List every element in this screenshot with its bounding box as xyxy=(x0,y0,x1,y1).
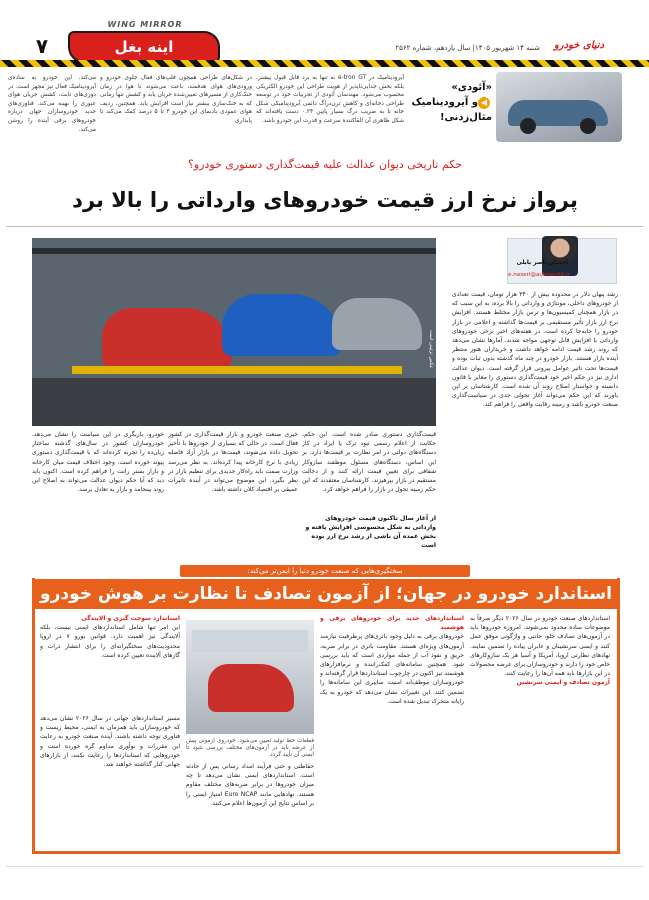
section-brand: WING MIRROR xyxy=(107,20,183,29)
article-kicker: حکم تاریخی دیوان عدالت علیه قیمت‌گذاری دستوری خودرو؟ xyxy=(187,158,463,171)
article2-col4-subhead: استاندارد سوخت گیری و الایندگی xyxy=(81,615,180,622)
car-production-photo xyxy=(186,620,314,734)
teaser-title[interactable] xyxy=(406,80,492,128)
author-avatar xyxy=(542,236,578,276)
article-headline[interactable]: پرواز نرخ ارز قیمت خودروهای وارداتی را بالا برد xyxy=(72,188,578,212)
article1-col3: خبری صنعت خودرو و بازار قیمت‌گذاری در کشور فعال است. در حالی که بسیاری از خودروها با تأخیر تحویل داده می‌شوند، قیمت‌ها در بازار آزاد فاصله زیادی با نرخ کارخانه پیدا کرده‌اند. به نظر می‌رسد وزارت صمت باید راه‌کار جدیدی برای تنظیم بازار در نظر بگیرد. این موضوع می‌تواند در آینده تاثیرات عمیقی بر اقتصاد کلان داشته باشد. xyxy=(168,431,298,494)
article2-col1-subhead: آزمون تصادف و ایمنی سرنشین xyxy=(516,679,610,687)
article2-col1 xyxy=(470,614,610,848)
article2-col4-text: این امر تنها شامل استانداردهای ایمنی نیست، بلکه آلایندگی نیز اهمیت دارد. قوانین یورو ۷ در اروپا محدودیت‌های سختگیرانه‌ای را برای انتشار ذرات و گازهای آلاینده تعیین کرده است. xyxy=(40,624,180,659)
teaser-title-line1: «آئودی» xyxy=(451,82,492,93)
article2-col4 xyxy=(40,614,180,710)
teaser-text-col3: می‌کند. این خودرو به ساده‌ی آیرودینامیک فعال نیز مجهز است. در دوری‌های ثابت، کشش جریان هوای عبوری را بهینه می‌کند. فناوری‌های جدید خودروسازان جهان درباره خودروهای برقی آینده را روشن می‌کند. xyxy=(8,75,96,133)
author-email[interactable]: e.naseri@autoworld.ir xyxy=(508,272,570,278)
article2-col3: حفاظتی و حتی فرآیند امداد رسانی پس از حادثه است. استانداردهای ایمنی نشان می‌دهد تا چه میزان خودروها در برابر ضربه‌های مختلف مقاوم هستند. نهادهایی مانند Euro NCAP امتیاز ایمنی را بر اساس نتایج این آزمون‌ها اعلام می‌کنند. xyxy=(186,763,314,807)
article2-headline[interactable]: استاندارد خودرو در جهان؛ از آزمون تصادف تا نظارت بر هوش خودرو xyxy=(40,584,612,604)
teaser-title-line3: مثال‌زدنی! xyxy=(439,112,492,123)
footer-divider xyxy=(6,866,643,867)
article1-col2: قیمت‌گذاری دستوری صادر شده است. این حکم، حکایت از اعلام رسمی نبود ترک یا ایراد در کار دستگاه‌های دولتی در امر نظارت بر قیمت‌ها دارد. بر این اساس، دستگاه‌های مسئول موظفند سازوکار شفافی برای تعیین قیمت ارائه کنند و از دخالت مستقیم در بازار بپرهیزند. کارشناسان معتقدند که این حکم زمینه تحول در بازار را فراهم خواهد کرد. xyxy=(302,431,436,494)
article2-col2-text: خودروهای برقی به دلیل وجود باتری‌های پرظرفیت نیازمند آزمون‌های ویژه‌ای هستند. مقاومت باتری در برابر ضربه، حریق و نفوذ آب از جمله مواردی است که باید بررسی شود. همچنین سامانه‌های کمک‌راننده و نرم‌افزارهای هوشمند نیز اکنون در چارچوب استانداردها قرار گرفته‌اند و خودروسازان موظف‌اند امنیت سایبری این سامانه‌ها را تضمین کنند. این تغییرات نشان می‌دهد که خودرو به یک رایانه متحرک تبدیل شده است. xyxy=(320,633,464,705)
teaser-text-col2: در شکل‌های طراحی همچون فلپ‌های فعال جلوی خودرو و ورودی‌های هوای هدفمند، باعث می‌شوند تا هوا در زمان خنک‌کاری از مسیرهای تعیین‌شده جریان یابد و کشش تنها زمانی که به خنک‌سازی بیشتر نیاز است افزایش یابد. همچنین، ردیف هوای عمودی بادنمای این خودرو ۳ تا ۵ درصد کمک می‌کند تا پایداری xyxy=(100,75,252,124)
newspaper-logo: دنیای خودرو xyxy=(553,40,605,51)
arrow-left-icon: ◀ xyxy=(478,97,490,109)
headline-divider xyxy=(6,226,643,227)
factory-photo xyxy=(32,238,436,426)
author-name: احسان ناصر بابلی xyxy=(516,260,568,266)
photo-caption: قطعات خط تولید تعیین می‌شود. خودروی آزمونی پیش از عرضه باید در آزمون‌های مختلف بررسی شود تا ایمنی آن تأیید گردد. xyxy=(186,738,314,758)
article2-col5: مسیر استانداردهای جهانی در سال ۲۰۲۶ نشان می‌دهد که خودروسازان باید همزمان به ایمنی، محیط زیست و فناوری توجه داشته باشند. آینده صنعت خودرو به رعایت این مقررات و نوآوری مداوم گره خورده است و خودروهایی که استانداردها را رعایت نکنند، از بازارهای جهانی کنار گذاشته خواهند شد. xyxy=(40,715,180,769)
article2-col2 xyxy=(320,614,464,848)
hazard-stripe xyxy=(0,60,649,67)
photo-credit: عکس تزئینی است xyxy=(428,330,434,369)
section-badge: اینه بغل xyxy=(70,33,218,61)
teaser-title-line2 xyxy=(406,95,492,110)
article1-col1: رشد پنهان دلار در محدوده بیش از ۳۴۰ هزار تومان، قیمت تعدادی از خودروهای داخلی، مونتاژی و وارداتی را بالا برده، به این سبب که در بازار همچنان کمیسیون‌ها و ترس بازار مختلط هستند. افزایش نرخ ارز بازار تأثیر مستقیمی بر قیمت‌ها گذاشته و اعلامی در بازار خودرو را جابه‌جا کرده است. در هفته‌های اخیر برخی خودروهای وارداتی با افزایش قابل توجهی مواجه شدند. آمارها نشان می‌دهد که روند رشد قیمت ادامه خواهد داشت و خریداران هنوز منتظر آینده بازار هستند. بازار خودرو در چند ماه گذشته بدون ثبات بوده و قیمت‌ها تحت تاثیر عوامل بیرونی قرار گرفته است. دیوان عدالت اداری نیز در حکم اخیر خود قیمت‌گذاری دستوری را مغایر با قانون دانسته و خواستار اصلاح روند آن شده است. کارشناسان بر این باورند که این حکم می‌تواند آغاز تحولی جدی در سیاست‌گذاری صنعت خودرو باشد و زمینه رقابت واقعی را فراهم کند. xyxy=(452,291,618,409)
teaser-text-col1: آیرودینامیک در e-tron GT نه تنها به برد قابل قبول بیشتر، بلکه بخش جدایی‌ناپذیر از هویت طراحی این خودرو الکتریکی محسوب می‌شود. مهندسان آئودی از تجربیات خود در توسعه طراحی دخانه‌ای و کاهش ترن‌دراگ دائمی آیرودینامیکی شکل خانه تا به ضریب درگ بسیار پایین ۰.۲۴ دست یافته‌اند که شکل ظاهری آن القاکننده سرعت و قدرت این خودرو باشد. xyxy=(256,75,404,124)
article1-col4: خودرو، بازیگری در این سیاست را نشان می‌دهد. خودروسازان کشور در سال‌های گذشته ساختار زیان‌ده را تجربه کرده‌اند که با قیمت‌گذاری دستوری پیوند خورده است. وجود اختلاف قیمت میان کارخانه و بازار بستر رانت را فراهم کرده است. اکنون باید دید که آیا حکم دیوان عدالت می‌تواند به اصلاح این روند بینجامد و بازار به تعادل برسد. xyxy=(32,431,164,494)
article2-kicker: سختگیری‌هایی که صنعت خودرو دنیا را ایمن‌تر می‌کند: xyxy=(180,565,470,577)
article2-col1-text: استانداردهای صنعت خودرو در سال ۲۰۲۶ دیگر صرفاً به موضوعات ساده محدود نمی‌شوند. امروزه خودروها باید در آزمون‌های تصادف جلو، جانبی و واژگونی موفق عمل کنند و ایمنی سرنشینان و عابران پیاده را تضمین نمایند. نهادهای نظارتی اروپا، آمریکا و آسیا هر یک سازوکارهای خاص خود را دارند و خودروسازان برای عرضه محصولات در این بازارها باید همه آن‌ها را رعایت کنند. xyxy=(470,615,610,678)
article1-pull-quote: از آغاز سال تاکنون قیمت خودروهای وارداتی به شکل محسوسی افزایش یافته و بخش عمده آن ناشی از رشد نرخ ارز بوده است xyxy=(305,515,436,548)
article2-col2-subhead: استانداردهای جدید برای خودروهای برقی و هوشمند xyxy=(320,615,464,632)
date-line: شنبه ۱۴ شهریور ۱۴۰۵| سال یازدهم، شماره ۲۵۶۲ xyxy=(395,44,540,52)
teaser-car-image xyxy=(496,72,622,142)
teaser-title-line2-text: و آیرودینامیک xyxy=(411,97,478,108)
page-number: ٧ xyxy=(35,34,49,58)
